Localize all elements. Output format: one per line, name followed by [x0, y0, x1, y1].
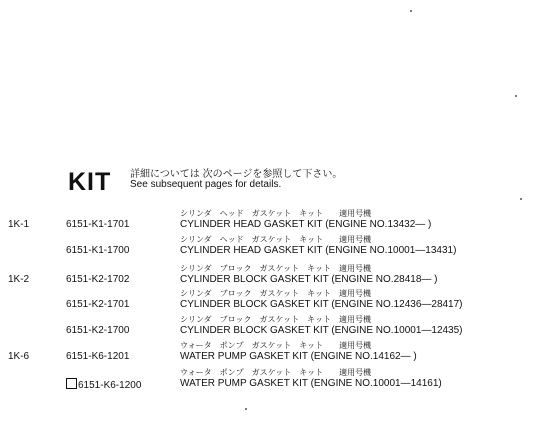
- part-number: 6151-K2-1701: [66, 299, 130, 310]
- part-row: [0, 364, 543, 394]
- part-number: 6151-K1-1701: [66, 219, 130, 230]
- scan-speck: [520, 198, 522, 200]
- description-japanese: ウォータ ポンプ ガスケット キット 適用号機: [180, 368, 372, 377]
- description-english: CYLINDER BLOCK GASKET KIT (ENGINE NO.10001—12435): [180, 325, 463, 336]
- reference-number: 1K-6: [8, 351, 30, 362]
- part-number: 6151-K2-1702: [66, 274, 130, 285]
- description-japanese: シリンダ ブロック ガスケット キット 適用号機: [180, 264, 371, 273]
- reference-number: 1K-2: [8, 274, 30, 285]
- section-heading: KIT: [68, 168, 112, 196]
- description-japanese: シリンダ ブロック ガスケット キット 適用号機: [180, 289, 371, 298]
- part-number: [66, 378, 141, 391]
- part-number: 6151-K1-1700: [66, 245, 130, 256]
- description-english: WATER PUMP GASKET KIT (ENGINE NO.14162— ): [180, 351, 417, 362]
- part-number: 6151-K6-1201: [66, 351, 130, 362]
- description-japanese: シリンダ ヘッド ガスケット キット 適用号機: [180, 209, 372, 218]
- section-note-japanese: 詳細については 次のページを参照して下さい。: [130, 169, 343, 180]
- part-row: [0, 337, 543, 367]
- reference-number: 1K-1: [8, 219, 30, 230]
- description-english: WATER PUMP GASKET KIT (ENGINE NO.10001—14161): [180, 378, 442, 389]
- description-english: CYLINDER BLOCK GASKET KIT (ENGINE NO.12436—28417): [180, 299, 463, 310]
- part-number-text: 6151-K6-1200: [78, 380, 142, 391]
- description-english: CYLINDER HEAD GASKET KIT (ENGINE NO.10001—13431): [180, 245, 457, 256]
- description-japanese: シリンダ ブロック ガスケット キット 適用号機: [180, 315, 371, 324]
- scan-speck: [410, 10, 412, 12]
- section-note-english: See subsequent pages for details.: [130, 179, 282, 190]
- description-japanese: ウォータ ポンプ ガスケット キット 適用号機: [180, 341, 372, 350]
- part-row: [0, 231, 543, 261]
- scan-speck: [245, 408, 247, 410]
- description-english: CYLINDER HEAD GASKET KIT (ENGINE NO.13432— ): [180, 219, 432, 230]
- scan-speck: [515, 95, 517, 97]
- part-number: 6151-K2-1700: [66, 325, 130, 336]
- box-marker: [66, 378, 77, 389]
- description-japanese: シリンダ ヘッド ガスケット キット 適用号機: [180, 235, 372, 244]
- description-english: CYLINDER BLOCK GASKET KIT (ENGINE NO.28418— ): [180, 274, 438, 285]
